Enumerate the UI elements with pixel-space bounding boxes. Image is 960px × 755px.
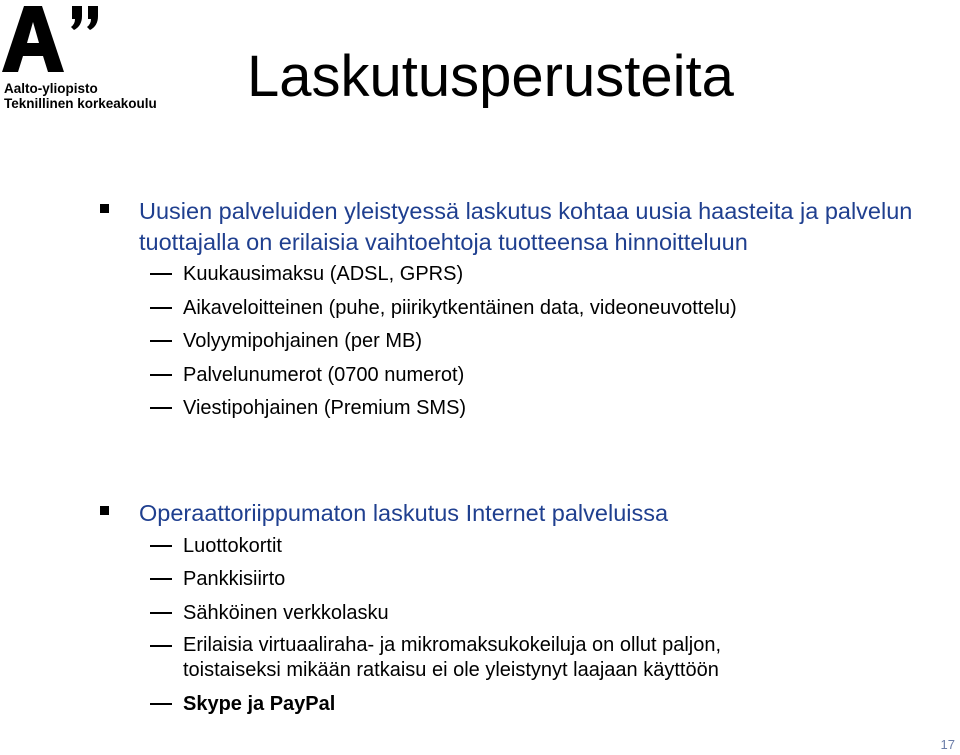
dash-bullet-icon — [150, 407, 172, 409]
sub-item — [183, 566, 960, 592]
dash-bullet-icon — [150, 374, 172, 376]
bullet-1 — [139, 196, 960, 257]
sub-item-text: Pankkisiirto — [183, 568, 286, 591]
dash-bullet-icon — [150, 307, 172, 309]
sub-item-text: toistaiseksi mikään ratkaisu ei ole yleistynyt laajaan käyttöön — [183, 659, 719, 682]
sub-item-text: Palvelunumerot (0700 numerot) — [183, 363, 465, 386]
bullet-2-text: Operaattoriippumaton laskutus Internet palveluissa — [139, 500, 669, 526]
sub-item-text: Aikaveloitteinen (puhe, piirikytkentäinen data, videoneuvottelu) — [183, 296, 737, 319]
sub-item — [183, 328, 960, 354]
page-number: 17 — [940, 737, 955, 752]
sub-item — [183, 261, 960, 287]
square-bullet-icon — [100, 204, 109, 213]
dash-bullet-icon — [150, 612, 172, 614]
sub-item-continuation — [183, 658, 960, 683]
sub-item — [183, 295, 960, 321]
dash-bullet-icon — [150, 645, 172, 647]
bullet-block-2 — [0, 498, 960, 724]
sub-item-text: Kuukausimaksu (ADSL, GPRS) — [183, 263, 464, 285]
dash-bullet-icon — [150, 578, 172, 580]
sub-item-text: Sähköinen verkkolasku — [183, 601, 389, 624]
dash-bullet-icon — [150, 703, 172, 705]
slide-title: Laskutusperusteita — [247, 44, 734, 109]
dash-bullet-icon — [150, 545, 172, 547]
dash-bullet-icon — [150, 273, 172, 275]
sub-item — [183, 691, 960, 717]
sub-list-2 — [0, 533, 960, 717]
logo-text-school: Teknillinen korkeakoulu — [4, 96, 157, 111]
bullet-block-1 — [0, 196, 960, 429]
sub-item-text: Viestipohjainen (Premium SMS) — [183, 397, 467, 420]
dash-bullet-icon — [150, 340, 172, 342]
sub-item-text: Volyymipohjainen (per MB) — [183, 330, 422, 353]
sub-item-text: Luottokortit — [183, 534, 282, 557]
logo-text-university: Aalto-yliopisto — [4, 81, 98, 96]
sub-item-text: Skype ja PayPal — [183, 692, 336, 715]
square-bullet-icon — [100, 506, 109, 515]
sub-item — [183, 533, 960, 559]
sub-item — [183, 362, 960, 388]
bullet-1-text: Uusien palveluiden yleistyessä laskutus kohtaa uusia haasteita ja palvelun tuottajalla on erilaisia vaihtoehtoja tuotteensa hinnoitteluun — [139, 198, 913, 255]
sub-item — [183, 633, 960, 658]
sub-item — [183, 395, 960, 421]
sub-item-text: Erilaisia virtuaaliraha- ja mikromaksukokeiluja on ollut paljon, — [183, 634, 722, 657]
aalto-logo-icon — [2, 2, 102, 74]
aalto-logo — [2, 2, 172, 112]
sub-item — [183, 600, 960, 626]
sub-list-1 — [0, 261, 960, 421]
bullet-2 — [139, 498, 960, 529]
